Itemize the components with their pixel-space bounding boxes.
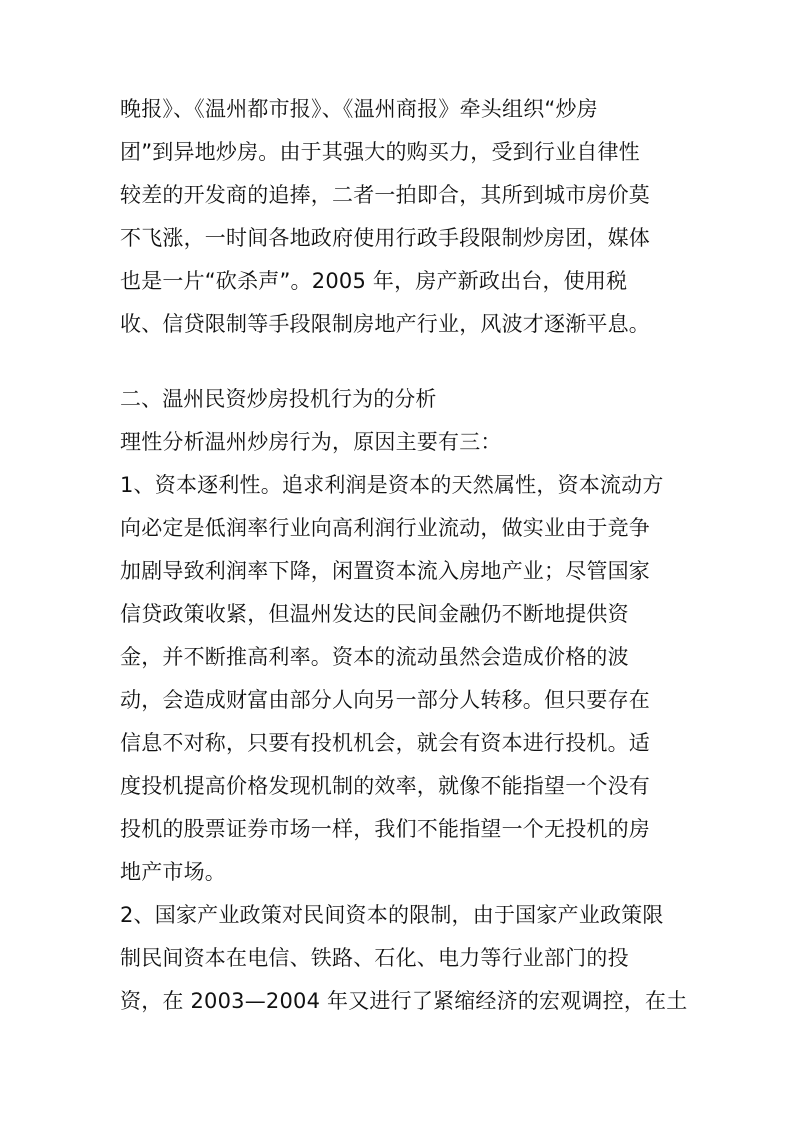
paragraph-line: 加剧导致利润率下降，闲置资本流入房地产业；尽管国家 (120, 559, 650, 583)
paragraph-line: 度投机提高价格发现机制的效率，就像不能指望一个没有 (120, 774, 650, 798)
paragraph-line: 制民间资本在电信、铁路、石化、电力等行业部门的投 (120, 946, 629, 970)
list-item-line: 1、资本逐利性。追求利润是资本的天然属性，资本流动方 (120, 473, 664, 497)
paragraph-line: 资，在 2003—2004 年又进行了紧缩经济的宏观调控，在土 (120, 989, 688, 1013)
paragraph-line: 也是一片“砍杀声”。2005 年，房产新政出台，使用税 (120, 269, 628, 293)
paragraph-line: 向必定是低润率行业向高利润行业流动，做实业由于竞争 (120, 516, 650, 540)
paragraph-line: 不飞涨，一时间各地政府使用行政手段限制炒房团，媒体 (120, 226, 650, 250)
paragraph-line: 信贷政策收紧，但温州发达的民间金融仍不断地提供资 (120, 602, 629, 626)
list-item-line: 2、国家产业政策对民间资本的限制，由于国家产业政策限 (120, 903, 664, 927)
paragraph-line: 动，会造成财富由部分人向另一部分人转移。但只要存在 (120, 688, 650, 712)
paragraph-line: 团”到异地炒房。由于其强大的购买力，受到行业自律性 (120, 140, 640, 164)
paragraph-line: 信息不对称，只要有投机机会，就会有资本进行投机。适 (120, 731, 650, 755)
paragraph-line: 晚报》、《温州都市报》、《温州商报》牵头组织“炒房 (120, 97, 598, 121)
paragraph-line: 投机的股票证券市场一样，我们不能指望一个无投机的房 (120, 817, 650, 841)
paragraph-line: 理性分析温州炒房行为，原因主要有三： (120, 430, 502, 454)
section-heading: 二、温州民资炒房投机行为的分析 (120, 387, 437, 411)
paragraph-line: 较差的开发商的追捧，二者一拍即合，其所到城市房价莫 (120, 183, 650, 207)
paragraph-line: 地产市场。 (120, 860, 226, 884)
paragraph-line: 收、信贷限制等手段限制房地产行业，风波才逐渐平息。 (120, 312, 650, 336)
paragraph-line: 金，并不断推高利率。资本的流动虽然会造成价格的波 (120, 645, 629, 669)
